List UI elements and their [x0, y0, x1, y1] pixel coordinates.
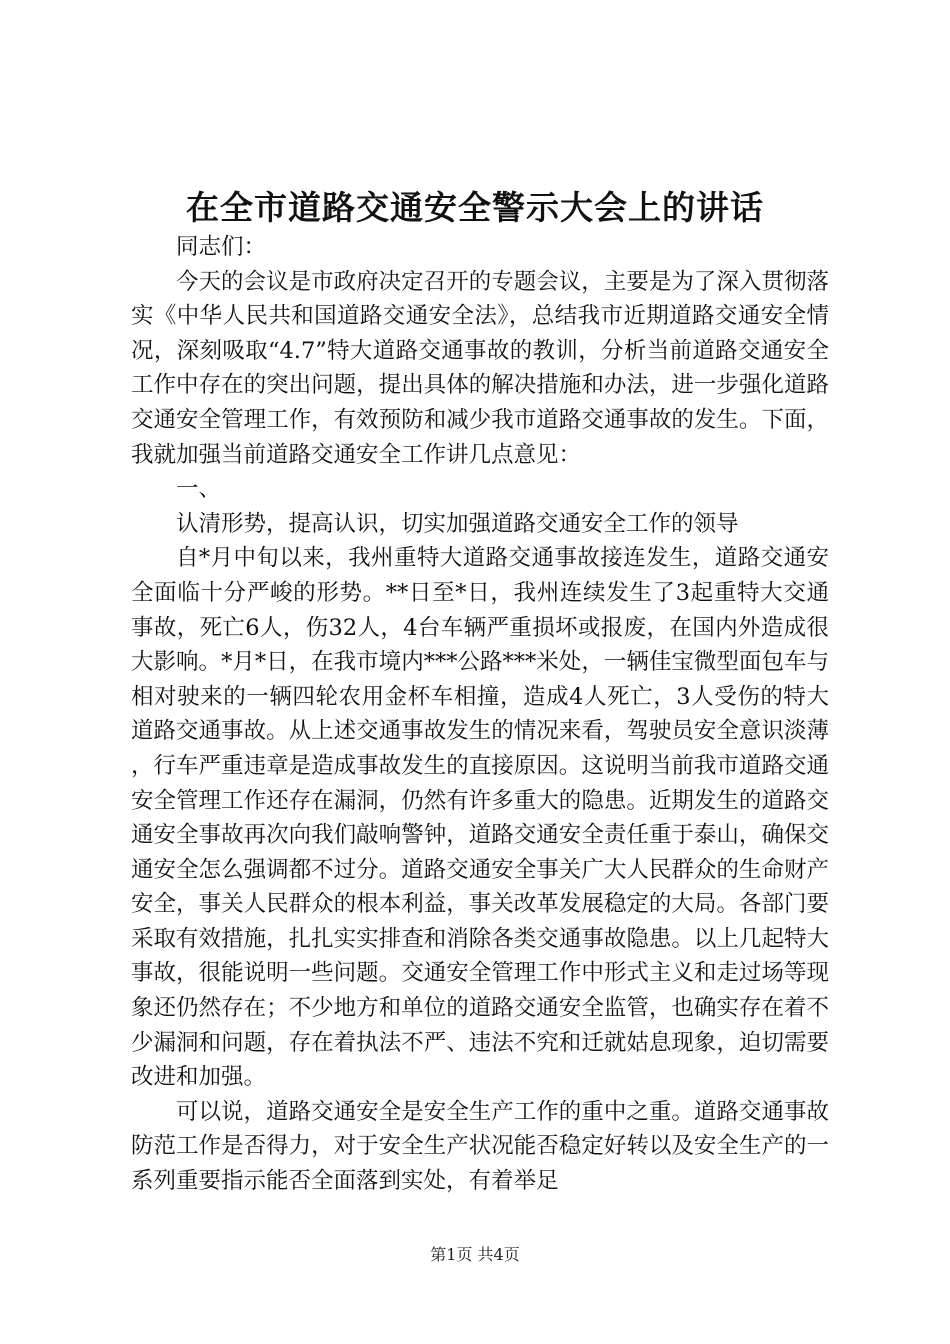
document-title: 在全市道路交通安全警示大会上的讲话: [186, 188, 764, 227]
salutation: 同志们：: [176, 234, 267, 260]
paragraph-intro: 今天的会议是市政府决定召开的专题会议，主要是为了深入贯彻落实《中华人民共和国道路交通安全法》，总结我市近期道路交通安全情况，深刻吸取“4.7”特大道路交通事故的教训，分析当前道路交通安全工作中存在的突出问题，提出具体的解决措施和办法，进一步强化道路交通安全管理工作，有效预防和减少我市道路交通事故的发生。下面，我就加强当前道路交通安全工作讲几点意见：: [131, 268, 829, 468]
document-body: [131, 230, 829, 1199]
section-heading: 认清形势，提高认识，切实加强道路交通安全工作的领导: [176, 510, 739, 537]
section-number: 一、: [176, 476, 222, 503]
page-number: 第1页 共4页: [430, 1245, 520, 1264]
paragraph-importance: 可以说，道路交通安全是安全生产工作的重中之重。道路交通事故防范工作是否得力，对于安全生产状况能否稳定好转以及安全生产的一系列重要指示能否全面落到实处，有着举足: [131, 1098, 829, 1195]
paragraph-situation: 自*月中旬以来，我州重特大道路交通事故接连发生，道路交通安全面临十分严峻的形势。**日至*日，我州连续发生了3起重特大交通事故，死亡6人，伤32人，4台车辆严重损坏或报废，在国内外造成很大影响。*月*日，在我市境内***公路***米处，一辆佳宝微型面包车与相对驶来的一辆四轮农用金杯车相撞，造成4人死亡，3人受伤的特大道路交通事故。从上述交通事故发生的情况来看，驾驶员安全意识淡薄，行车严重违章是造成事故发生的直接原因。这说明当前我市道路交通安全管理工作还存在漏洞，仍然有许多重大的隐患。近期发生的道路交通安全事故再次向我们敲响警钟，道路交通安全责任重于泰山，确保交通安全怎么强调都不过分。道路交通安全事关广大人民群众的生命财产安全，事关人民群众的根本利益，事关改革发展稳定的大局。各部门要采取有效措施，扎扎实实排查和消除各类交通事故隐患。以上几起特大事故，很能说明一些问题。交通安全管理工作中形式主义和走过场等现象还仍然存在；不少地方和单位的道路交通安全监管，也确实存在着不少漏洞和问题，存在着执法不严、违法不究和迁就姑息现象，迫切需要改进和加强。: [131, 545, 829, 1091]
